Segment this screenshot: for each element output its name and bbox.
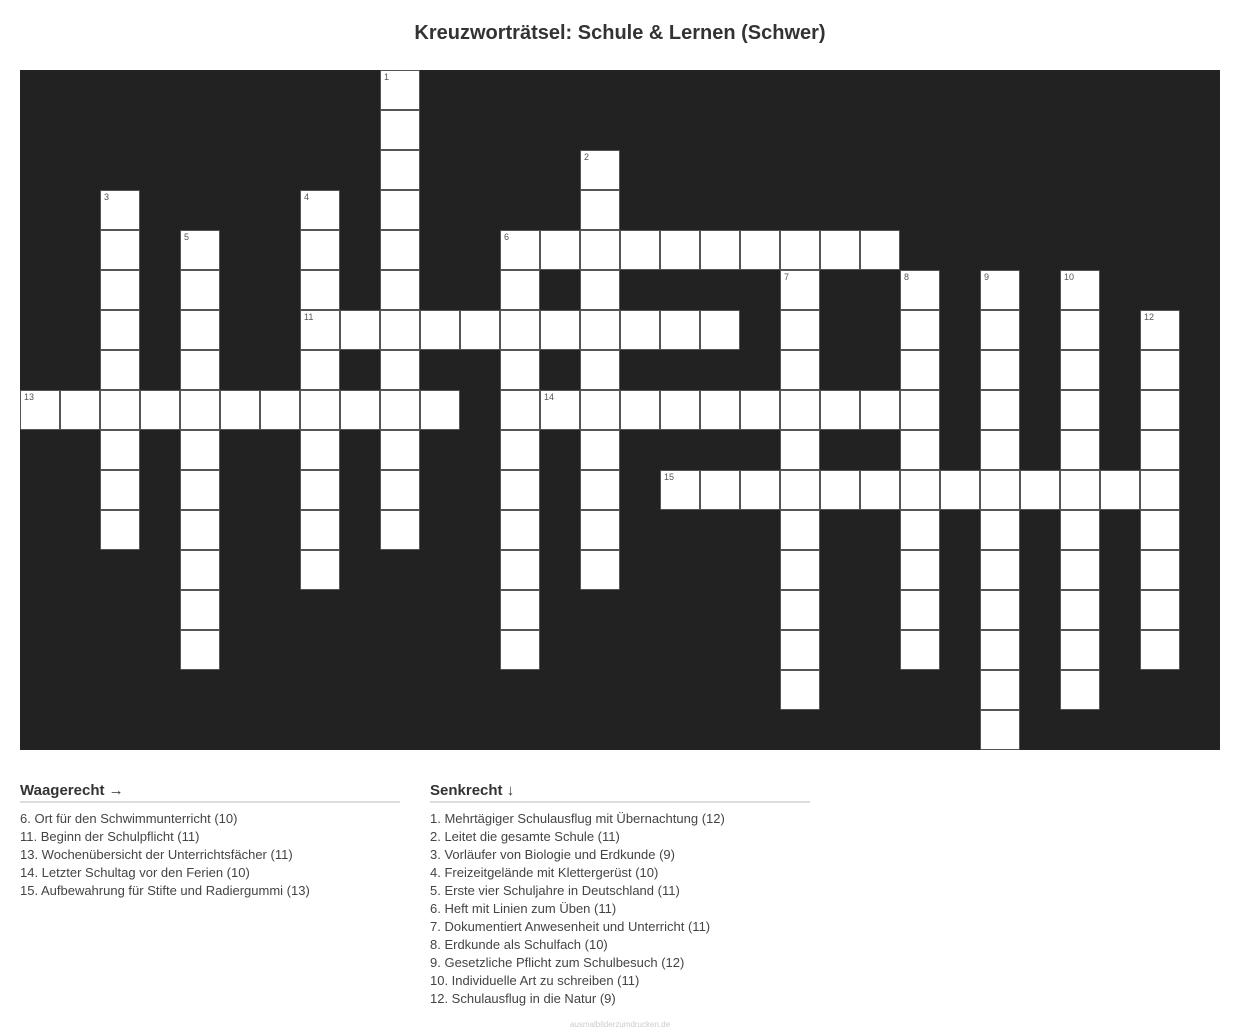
crossword-grid — [20, 70, 1220, 750]
grid-cell-r10-c19[interactable] — [780, 470, 820, 510]
clue-number: 9 — [984, 272, 990, 282]
clue-number: 8 — [904, 272, 910, 282]
grid-cell-r10-c7[interactable] — [300, 470, 340, 510]
grid-cell-r7-c7[interactable] — [300, 350, 340, 390]
down-clue-3: 3. Vorläufer von Biologie und Erdkunde (9) — [430, 847, 675, 862]
grid-cell-r8-c9[interactable] — [380, 390, 420, 430]
grid-cell-r6-c11[interactable] — [460, 310, 500, 350]
grid-cell-r11-c9[interactable] — [380, 510, 420, 550]
grid-cell-r8-c19[interactable] — [780, 390, 820, 430]
grid-cell-r12-c12[interactable] — [500, 550, 540, 590]
grid-cell-r13-c12[interactable] — [500, 590, 540, 630]
grid-cell-r13-c4[interactable] — [180, 590, 220, 630]
grid-cell-r12-c19[interactable] — [780, 550, 820, 590]
grid-cell-r10-c12[interactable] — [500, 470, 540, 510]
grid-cell-r3-c9[interactable] — [380, 190, 420, 230]
grid-cell-r4-c7[interactable] — [300, 230, 340, 270]
grid-cell-r6-c17[interactable] — [700, 310, 740, 350]
grid-cell-r11-c24[interactable] — [980, 510, 1020, 550]
grid-cell-r9-c24[interactable] — [980, 430, 1020, 470]
grid-cell-r10-c17[interactable] — [700, 470, 740, 510]
grid-cell-r3-c14[interactable] — [580, 190, 620, 230]
grid-cell-r5-c7[interactable] — [300, 270, 340, 310]
grid-cell-r6-c15[interactable] — [620, 310, 660, 350]
grid-cell-r10-c23[interactable] — [940, 470, 980, 510]
grid-cell-r10-c22[interactable] — [900, 470, 940, 510]
grid-cell-r14-c12[interactable] — [500, 630, 540, 670]
across-clue-6: 6. Ort für den Schwimmunterricht (10) — [20, 811, 238, 826]
clue-number: 10 — [1064, 272, 1075, 282]
page-title: Kreuzworträtsel: Schule & Lernen (Schwer) — [414, 22, 826, 44]
grid-cell-r7-c14[interactable] — [580, 350, 620, 390]
grid-cell-r8-c2[interactable] — [100, 390, 140, 430]
grid-cell-r5-c12[interactable] — [500, 270, 540, 310]
down-clue-6: 6. Heft mit Linien zum Üben (11) — [430, 901, 617, 916]
clue-number: 6 — [504, 232, 510, 242]
grid-cell-r8-c8[interactable] — [340, 390, 380, 430]
grid-cell-r4-c4[interactable] — [180, 230, 220, 270]
down-heading: Senkrecht ↓ — [430, 782, 810, 803]
grid-cell-r8-c21[interactable] — [860, 390, 900, 430]
grid-cell-r6-c24[interactable] — [980, 310, 1020, 350]
grid-cell-r4-c17[interactable] — [700, 230, 740, 270]
grid-cell-r6-c10[interactable] — [420, 310, 460, 350]
grid-cell-r8-c13[interactable] — [540, 390, 580, 430]
grid-cell-r5-c2[interactable] — [100, 270, 140, 310]
down-clue-1: 1. Mehrtägiger Schulausflug mit Übernachtung (12) — [430, 811, 725, 826]
grid-cell-r16-c24[interactable] — [980, 710, 1020, 750]
grid-cell-r1-c9[interactable] — [380, 110, 420, 150]
grid-cell-r6-c7[interactable] — [300, 310, 340, 350]
grid-cell-r6-c14[interactable] — [580, 310, 620, 350]
grid-cell-r10-c2[interactable] — [100, 470, 140, 510]
grid-cell-r10-c14[interactable] — [580, 470, 620, 510]
grid-cell-r11-c14[interactable] — [580, 510, 620, 550]
grid-cell-r13-c24[interactable] — [980, 590, 1020, 630]
grid-cell-r6-c28[interactable] — [1140, 310, 1180, 350]
grid-cell-r12-c4[interactable] — [180, 550, 220, 590]
across-clue-list — [20, 810, 400, 900]
grid-cell-r5-c9[interactable] — [380, 270, 420, 310]
grid-cell-r6-c12[interactable] — [500, 310, 540, 350]
grid-cell-r6-c26[interactable] — [1060, 310, 1100, 350]
across-clue-15: 15. Aufbewahrung für Stifte und Radiergummi (13) — [20, 883, 310, 898]
grid-cell-r8-c1[interactable] — [60, 390, 100, 430]
grid-cell-r6-c4[interactable] — [180, 310, 220, 350]
grid-cell-r9-c2[interactable] — [100, 430, 140, 470]
grid-cell-r6-c22[interactable] — [900, 310, 940, 350]
grid-cell-r12-c22[interactable] — [900, 550, 940, 590]
grid-cell-r3-c7[interactable] — [300, 190, 340, 230]
grid-cell-r11-c26[interactable] — [1060, 510, 1100, 550]
grid-cell-r10-c16[interactable] — [660, 470, 700, 510]
grid-cell-r14-c19[interactable] — [780, 630, 820, 670]
grid-cell-r8-c0[interactable] — [20, 390, 60, 430]
footer-credit: ausmalbilderzumdrucken.de — [569, 1020, 671, 1029]
clue-number: 3 — [104, 192, 110, 202]
grid-cell-r9-c26[interactable] — [1060, 430, 1100, 470]
grid-cell-r4-c9[interactable] — [380, 230, 420, 270]
grid-cell-r11-c7[interactable] — [300, 510, 340, 550]
grid-cell-r8-c28[interactable] — [1140, 390, 1180, 430]
down-clue-7: 7. Dokumentiert Anwesenheit und Unterricht (11) — [430, 919, 711, 934]
grid-cell-r7-c22[interactable] — [900, 350, 940, 390]
grid-cell-r9-c4[interactable] — [180, 430, 220, 470]
grid-cell-r5-c14[interactable] — [580, 270, 620, 310]
grid-cell-r11-c12[interactable] — [500, 510, 540, 550]
grid-cell-r6-c16[interactable] — [660, 310, 700, 350]
across-heading: Waagerecht → — [20, 782, 400, 803]
grid-cell-r8-c15[interactable] — [620, 390, 660, 430]
clue-number: 7 — [784, 272, 790, 282]
down-clue-12: 12. Schulausflug in die Natur (9) — [430, 991, 616, 1006]
across-clue-13: 13. Wochenübersicht der Unterrichtsfächer (11) — [20, 847, 293, 862]
clue-number: 4 — [304, 192, 310, 202]
grid-cell-r8-c6[interactable] — [260, 390, 300, 430]
grid-cell-r11-c22[interactable] — [900, 510, 940, 550]
down-clue-2: 2. Leitet die gesamte Schule (11) — [430, 829, 620, 844]
grid-cell-r6-c2[interactable] — [100, 310, 140, 350]
grid-cell-r7-c12[interactable] — [500, 350, 540, 390]
grid-cell-r13-c19[interactable] — [780, 590, 820, 630]
grid-cell-r4-c18[interactable] — [740, 230, 780, 270]
grid-cell-r11-c28[interactable] — [1140, 510, 1180, 550]
down-clue-5: 5. Erste vier Schuljahre in Deutschland (11) — [430, 883, 680, 898]
clue-number: 15 — [664, 472, 675, 482]
grid-cell-r4-c13[interactable] — [540, 230, 580, 270]
grid-cell-r4-c12[interactable] — [500, 230, 540, 270]
grid-cell-r5-c24[interactable] — [980, 270, 1020, 310]
grid-cell-r15-c24[interactable] — [980, 670, 1020, 710]
grid-cell-r11-c4[interactable] — [180, 510, 220, 550]
grid-cell-r12-c28[interactable] — [1140, 550, 1180, 590]
grid-cell-r14-c26[interactable] — [1060, 630, 1100, 670]
clue-number: 14 — [544, 392, 555, 402]
grid-cell-r4-c15[interactable] — [620, 230, 660, 270]
grid-cell-r9-c14[interactable] — [580, 430, 620, 470]
clue-number: 13 — [24, 392, 35, 402]
grid-cell-r8-c17[interactable] — [700, 390, 740, 430]
clue-number: 11 — [304, 312, 314, 322]
clue-number: 12 — [1144, 312, 1155, 322]
grid-cell-r6-c8[interactable] — [340, 310, 380, 350]
grid-cell-r2-c14[interactable] — [580, 150, 620, 190]
grid-cell-r5-c19[interactable] — [780, 270, 820, 310]
clue-number: 5 — [184, 232, 190, 242]
grid-cell-r11-c2[interactable] — [100, 510, 140, 550]
down-clue-8: 8. Erdkunde als Schulfach (10) — [430, 937, 608, 952]
grid-cell-r7-c24[interactable] — [980, 350, 1020, 390]
grid-cell-r10-c25[interactable] — [1020, 470, 1060, 510]
grid-cell-r15-c26[interactable] — [1060, 670, 1100, 710]
grid-cell-r14-c22[interactable] — [900, 630, 940, 670]
grid-cell-r8-c12[interactable] — [500, 390, 540, 430]
grid-cell-r10-c21[interactable] — [860, 470, 900, 510]
grid-cell-r13-c28[interactable] — [1140, 590, 1180, 630]
grid-cell-r10-c24[interactable] — [980, 470, 1020, 510]
grid-cell-r5-c26[interactable] — [1060, 270, 1100, 310]
grid-cell-r6-c9[interactable] — [380, 310, 420, 350]
clue-number: 2 — [584, 152, 590, 162]
grid-cell-r10-c26[interactable] — [1060, 470, 1100, 510]
grid-cell-r8-c14[interactable] — [580, 390, 620, 430]
down-clues-panel — [430, 782, 810, 1008]
grid-cell-r12-c24[interactable] — [980, 550, 1020, 590]
grid-cell-r9-c7[interactable] — [300, 430, 340, 470]
grid-cell-r7-c26[interactable] — [1060, 350, 1100, 390]
grid-cell-r8-c5[interactable] — [220, 390, 260, 430]
grid-cell-r8-c18[interactable] — [740, 390, 780, 430]
grid-cell-r12-c26[interactable] — [1060, 550, 1100, 590]
down-clue-list — [430, 810, 810, 1008]
grid-cell-r10-c9[interactable] — [380, 470, 420, 510]
grid-cell-r11-c19[interactable] — [780, 510, 820, 550]
across-clues-panel — [20, 782, 400, 900]
grid-cell-r5-c4[interactable] — [180, 270, 220, 310]
grid-cell-r8-c3[interactable] — [140, 390, 180, 430]
grid-cell-r5-c22[interactable] — [900, 270, 940, 310]
grid-cell-r7-c19[interactable] — [780, 350, 820, 390]
grid-cell-r9-c12[interactable] — [500, 430, 540, 470]
down-clue-4: 4. Freizeitgelände mit Klettergerüst (10) — [430, 865, 659, 880]
grid-cell-r8-c7[interactable] — [300, 390, 340, 430]
grid-cell-r9-c22[interactable] — [900, 430, 940, 470]
grid-cell-r12-c7[interactable] — [300, 550, 340, 590]
across-clue-14: 14. Letzter Schultag vor den Ferien (10) — [20, 865, 250, 880]
grid-cell-r7-c9[interactable] — [380, 350, 420, 390]
grid-cell-r8-c26[interactable] — [1060, 390, 1100, 430]
grid-cell-r10-c28[interactable] — [1140, 470, 1180, 510]
grid-cell-r7-c2[interactable] — [100, 350, 140, 390]
grid-cell-r13-c22[interactable] — [900, 590, 940, 630]
grid-cell-r3-c2[interactable] — [100, 190, 140, 230]
grid-cell-r8-c4[interactable] — [180, 390, 220, 430]
grid-cell-r10-c27[interactable] — [1100, 470, 1140, 510]
grid-cell-r10-c18[interactable] — [740, 470, 780, 510]
grid-cell-r12-c14[interactable] — [580, 550, 620, 590]
grid-cell-r6-c13[interactable] — [540, 310, 580, 350]
grid-cell-r7-c4[interactable] — [180, 350, 220, 390]
grid-cell-r8-c20[interactable] — [820, 390, 860, 430]
grid-cell-r10-c4[interactable] — [180, 470, 220, 510]
grid-cell-r2-c9[interactable] — [380, 150, 420, 190]
grid-cell-r9-c19[interactable] — [780, 430, 820, 470]
grid-cell-r8-c10[interactable] — [420, 390, 460, 430]
across-clue-11: 11. Beginn der Schulpflicht (11) — [20, 829, 200, 844]
grid-cell-r10-c20[interactable] — [820, 470, 860, 510]
grid-cell-r15-c19[interactable] — [780, 670, 820, 710]
grid-cell-r14-c4[interactable] — [180, 630, 220, 670]
grid-cell-r14-c28[interactable] — [1140, 630, 1180, 670]
grid-cell-r8-c22[interactable] — [900, 390, 940, 430]
grid-cell-r13-c26[interactable] — [1060, 590, 1100, 630]
grid-cell-r4-c2[interactable] — [100, 230, 140, 270]
grid-cell-r7-c28[interactable] — [1140, 350, 1180, 390]
grid-cell-r0-c9[interactable] — [380, 70, 420, 110]
grid-cell-r8-c16[interactable] — [660, 390, 700, 430]
grid-cell-r4-c14[interactable] — [580, 230, 620, 270]
grid-cell-r14-c24[interactable] — [980, 630, 1020, 670]
down-clue-10: 10. Individuelle Art zu schreiben (11) — [430, 973, 640, 988]
grid-cell-r4-c21[interactable] — [860, 230, 900, 270]
grid-cell-r9-c28[interactable] — [1140, 430, 1180, 470]
clue-number: 1 — [384, 72, 390, 82]
grid-cell-r9-c9[interactable] — [380, 430, 420, 470]
grid-cell-r4-c16[interactable] — [660, 230, 700, 270]
grid-cell-r4-c20[interactable] — [820, 230, 860, 270]
grid-cell-r6-c19[interactable] — [780, 310, 820, 350]
down-clue-9: 9. Gesetzliche Pflicht zum Schulbesuch (12) — [430, 955, 685, 970]
grid-cell-r4-c19[interactable] — [780, 230, 820, 270]
grid-cell-r8-c24[interactable] — [980, 390, 1020, 430]
